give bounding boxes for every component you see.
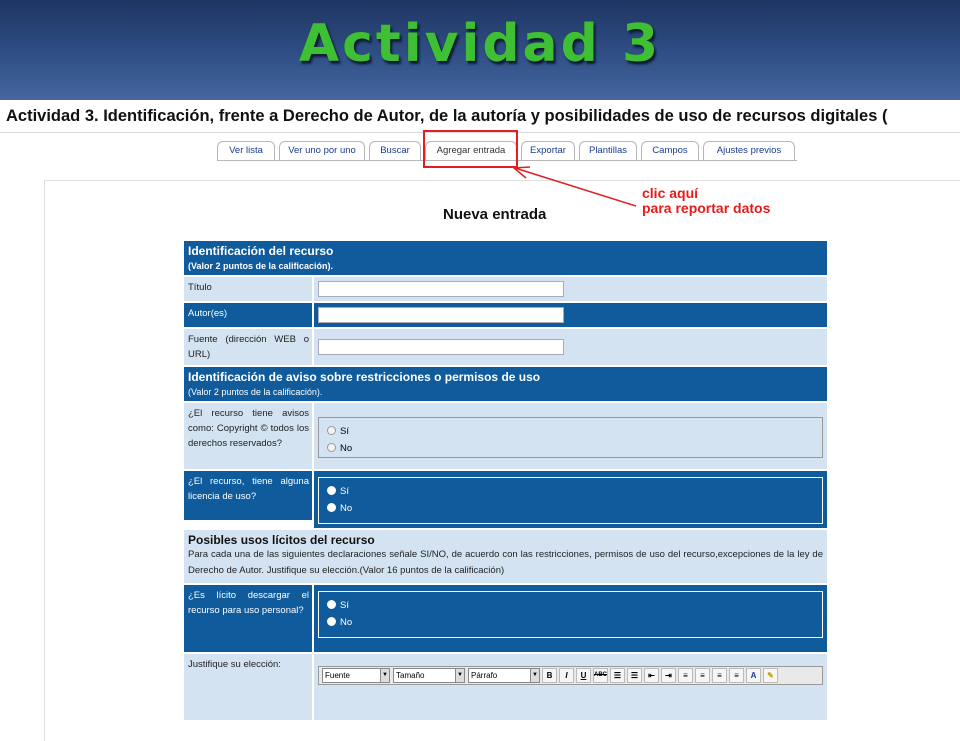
align-left-icon[interactable]: ≡	[678, 668, 693, 683]
justify-icon[interactable]: ≡	[729, 668, 744, 683]
align-center-icon[interactable]: ≡	[695, 668, 710, 683]
licencia-no-radio[interactable]	[327, 503, 336, 512]
section-identificacion-recurso	[184, 241, 827, 277]
highlight-color-icon[interactable]: ✎	[763, 668, 778, 683]
align-right-icon[interactable]: ≡	[712, 668, 727, 683]
chevron-down-icon: ▼	[455, 669, 464, 682]
indent-icon[interactable]: ⇥	[661, 668, 676, 683]
numbered-list-icon[interactable]: ☰	[627, 668, 642, 683]
callout-line-2: para reportar datos	[642, 200, 771, 216]
autor-input[interactable]	[318, 307, 564, 323]
tab-ver-uno-por-uno[interactable]: Ver uno por uno	[279, 141, 365, 160]
titulo-label: Título	[184, 277, 314, 301]
row-justifique	[184, 654, 827, 722]
strikethrough-icon[interactable]: ABC	[593, 668, 608, 683]
licencia-si-radio[interactable]	[327, 486, 336, 495]
descargar-label: ¿Es lícito descargar el recurso para uso personal?	[184, 585, 314, 652]
avisos-no-label: No	[340, 443, 353, 454]
descargar-radio-group	[318, 591, 823, 638]
tab-agregar-entrada[interactable]: Agregar entrada	[425, 141, 517, 160]
licencia-label: ¿El recurso, tiene alguna licencia de uso?	[184, 471, 314, 520]
avisos-label: ¿El recurso tiene avisos como: Copyright © todos los derechos reservados?	[184, 403, 314, 469]
chevron-down-icon: ▼	[380, 669, 389, 682]
row-descargar	[184, 585, 827, 654]
callout-line-1: clic aquí	[642, 185, 699, 201]
tab-campos[interactable]: Campos	[641, 141, 699, 160]
row-autor	[184, 303, 827, 329]
descargar-si-radio[interactable]	[327, 600, 336, 609]
tab-ver-lista[interactable]: Ver lista	[217, 141, 275, 160]
section-title: Identificación de aviso sobre restricciones o permisos de uso	[188, 370, 541, 384]
avisos-radio-group	[318, 417, 823, 458]
section-description: Para cada una de las siguientes declaraciones señale SI/NO, de acuerdo con las restricciones, permisos de uso del recurso,excepciones de la ley de Derecho de Autor. Justifique su elección.(Valor 16 puntos de la calificación)	[188, 549, 823, 576]
row-titulo	[184, 277, 827, 303]
bold-icon[interactable]: B	[542, 668, 557, 683]
text-color-icon[interactable]: A	[746, 668, 761, 683]
avisos-si-radio[interactable]	[327, 426, 336, 435]
descargar-no-radio[interactable]	[327, 617, 336, 626]
descargar-no-label: No	[340, 617, 353, 628]
outdent-icon[interactable]: ⇤	[644, 668, 659, 683]
section-note: (Valor 2 puntos de la calificación).	[188, 387, 323, 397]
size-select[interactable]: Tamaño ▼	[393, 668, 465, 683]
licencia-si-label: Sí	[340, 486, 349, 497]
entry-form	[184, 241, 827, 722]
justifique-label: Justifique su elección:	[184, 654, 314, 720]
slide-title: Actividad 3	[298, 14, 662, 74]
section-usos-licitos	[184, 530, 827, 585]
row-avisos-copyright	[184, 403, 827, 471]
section-note: (Valor 2 puntos de la calificación).	[188, 261, 334, 271]
fuente-input[interactable]	[318, 339, 564, 355]
bullet-list-icon[interactable]: ☰	[610, 668, 625, 683]
italic-icon[interactable]: I	[559, 668, 574, 683]
tab-exportar[interactable]: Exportar	[521, 141, 575, 160]
page-heading: Actividad 3. Identificación, frente a Derecho de Autor, de la autoría y posibilidades de uso de recursos digitales (	[6, 107, 888, 125]
titulo-input[interactable]	[318, 281, 564, 297]
avisos-no-radio[interactable]	[327, 443, 336, 452]
descargar-si-label: Sí	[340, 600, 349, 611]
screenshot-area	[0, 100, 960, 720]
format-select[interactable]: Párrafo ▼	[468, 668, 540, 683]
tab-plantillas[interactable]: Plantillas	[579, 141, 637, 160]
row-fuente	[184, 329, 827, 367]
editor-toolbar	[318, 666, 823, 685]
licencia-radio-group	[318, 477, 823, 524]
licencia-no-label: No	[340, 503, 353, 514]
font-select[interactable]: Fuente ▼	[322, 668, 390, 683]
section-aviso-restricciones	[184, 367, 827, 403]
form-title: Nueva entrada	[443, 206, 547, 223]
callout-text	[642, 186, 770, 216]
section-title: Identificación del recurso	[188, 244, 334, 258]
slide-banner	[0, 0, 960, 100]
tab-ajustes-previos[interactable]: Ajustes previos	[703, 141, 795, 160]
fuente-label: Fuente (dirección WEB o URL)	[184, 329, 314, 365]
avisos-si-label: Sí	[340, 426, 349, 437]
row-licencia	[184, 471, 827, 530]
autor-label: Autor(es)	[184, 303, 314, 327]
tab-buscar[interactable]: Buscar	[369, 141, 421, 160]
chevron-down-icon: ▼	[530, 669, 539, 682]
section-title: Posibles usos lícitos del recurso	[188, 533, 375, 547]
underline-icon[interactable]: U	[576, 668, 591, 683]
